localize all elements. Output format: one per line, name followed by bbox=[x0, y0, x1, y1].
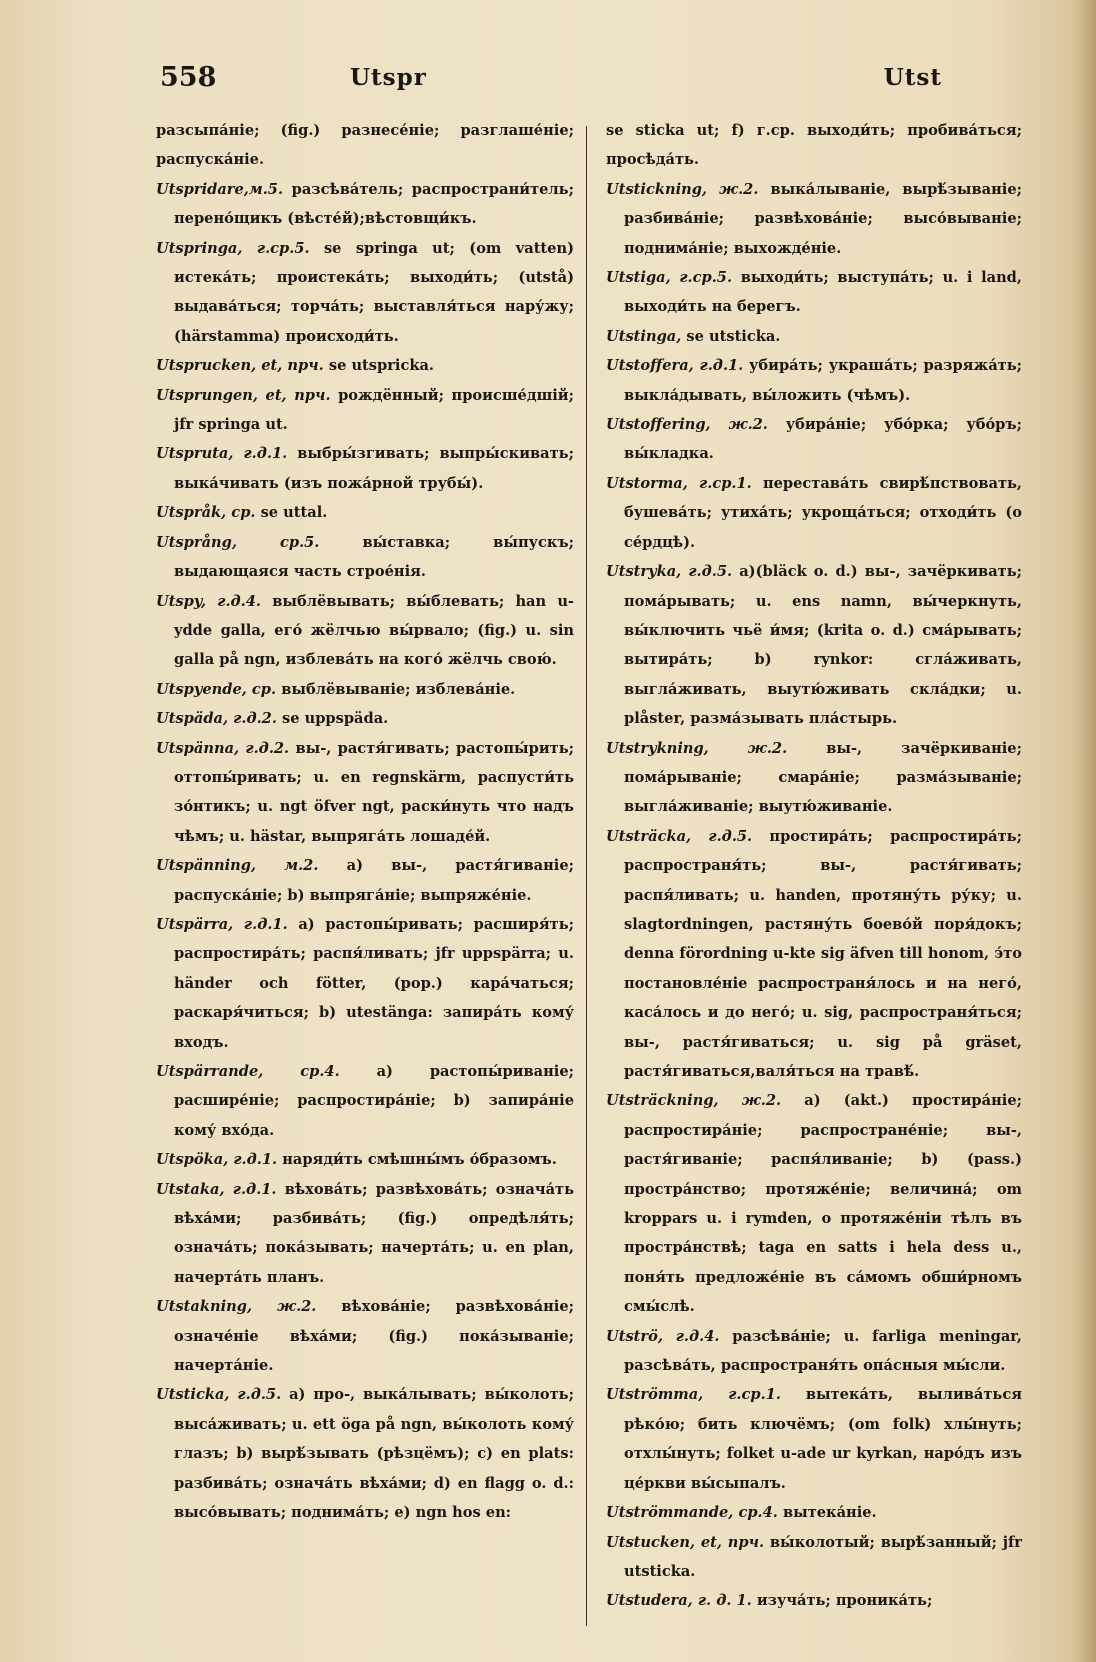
entry-headword: Utspöka, г.д.1. bbox=[156, 1151, 278, 1169]
entry-definition: se uppspäda. bbox=[282, 710, 389, 728]
entry-headword: Utsprång, ср.5. bbox=[156, 533, 320, 551]
entry-headword: Utspänning, м.2. bbox=[156, 857, 319, 875]
entry-definition: se utspricka. bbox=[328, 357, 434, 375]
entry-headword: Utströ, г.д.4. bbox=[606, 1327, 720, 1345]
entry-definition: se utsticka. bbox=[686, 327, 781, 345]
entry-definition: наряди́ть смѣшны́мъ о́бразомъ. bbox=[282, 1151, 557, 1169]
entry-definition: разсѣва́ніе; u. farliga meningar, разсѣва́ть, распространя́ть опа́сныя мы́сли. bbox=[624, 1327, 1022, 1375]
entry-definition: a) растопы́ривать; расширя́ть; распростира́ть; распя́ливать; jfr uppspärra; u. händer och fötter, (pop.) кара́чаться; раскаря́читься; b) utestänga: запира́ть кому́ входъ. bbox=[174, 915, 574, 1051]
guide-word-right: Utst bbox=[883, 64, 942, 91]
entry-headword: Utstrykning, ж.2. bbox=[606, 739, 788, 757]
dictionary-entry bbox=[606, 410, 1022, 469]
dictionary-entry bbox=[156, 675, 574, 704]
entry-headword: Utstryka, г.д.5. bbox=[606, 563, 733, 581]
dictionary-entry bbox=[606, 469, 1022, 557]
entry-headword: Utspyende, ср. bbox=[156, 680, 277, 698]
entry-definition: убира́ніе; убо́рка; убо́ръ; вы́кладка. bbox=[624, 416, 1022, 463]
entry-definition: рождённый; происше́дшій; jfr springa ut. bbox=[174, 386, 575, 434]
dictionary-entry bbox=[156, 704, 574, 733]
entry-definition: разсыпа́ніе; (fig.) разнесе́ніе; разглаше́ніе; распуска́ніе. bbox=[156, 122, 574, 169]
page-header bbox=[160, 62, 942, 102]
dictionary-entry bbox=[156, 1175, 574, 1293]
entry-definition: a) (akt.) простира́ніе; распростира́ніе; распростране́ніе; вы-, растя́гиваніе; распя́ливаніе; b) (pass.) простра́нство; протяже́ніе; величина́; om kroppars u. i rymden, о протяже́ніи тѣлъ въ простра́нствѣ; taga en satts i hela dess u., поня́ть предложе́ніе въ са́момъ обши́рномъ смы́слѣ. bbox=[624, 1092, 1022, 1316]
entry-definition: вы-, растя́гивать; растопы́рить; оттопы́ривать; u. en regnskärm, распусти́ть зо́нтикъ; u. ngt öfver ngt, раски́нуть что надъ чѣмъ; u. hästar, выпряга́ть лошаде́й. bbox=[174, 739, 575, 845]
entry-definition: выбры́згивать; выпры́скивать; выка́чивать (изъ пожа́рной трубы́). bbox=[174, 445, 574, 492]
page-number: 558 bbox=[160, 62, 217, 93]
entry-headword: Utsticka, г.д.5. bbox=[156, 1386, 282, 1404]
dictionary-entry bbox=[606, 322, 1022, 351]
dictionary-entry bbox=[606, 1380, 1022, 1498]
entry-definition: a)(bläck o. d.) вы-, зачёркивать; пома́рывать; u. ens namn, вы́черкнуть, вы́ключить чьё и́мя; (krita o. d.) сма́рывать; вытира́ть; b) rynkor: сгла́живать, выгла́живать, выутю́живать скла́дки; u. plåster, разма́зывать пла́стырь. bbox=[624, 563, 1022, 728]
entry-headword: Utstiga, г.ср.5. bbox=[606, 269, 733, 287]
entry-definition: выблёвывать; вы́блевать; han u-ydde galla, его́ жёлчью вы́рвало; (fig.) u. sin galla på ngn, изблева́ть на кого́ жёлчь свою́. bbox=[174, 592, 574, 669]
dictionary-entry bbox=[606, 1528, 1022, 1587]
dictionary-entry bbox=[156, 116, 574, 175]
entry-headword: Utspridare,м.5. bbox=[156, 180, 284, 198]
entry-headword: Utstoffera, г.д.1. bbox=[606, 357, 744, 375]
entry-headword: Utspråk, ср. bbox=[156, 504, 256, 522]
dictionary-entry bbox=[606, 557, 1022, 733]
dictionary-entry bbox=[156, 498, 574, 527]
dictionary-entry bbox=[606, 1086, 1022, 1321]
left-column bbox=[156, 116, 574, 1528]
entry-definition: a) вы-, растя́гиваніе; распуска́ніе; b) выпряга́ніе; выпряже́ніе. bbox=[174, 857, 574, 904]
entry-headword: Utströmmande, ср.4. bbox=[606, 1504, 778, 1522]
dictionary-entry bbox=[606, 263, 1022, 322]
dictionary-entry bbox=[156, 587, 574, 675]
entry-headword: Utspärrande, ср.4. bbox=[156, 1063, 340, 1080]
entry-headword: Utstinga, bbox=[606, 327, 682, 345]
entry-headword: Utstudera, г. д. 1. bbox=[606, 1592, 752, 1610]
entry-headword: Utstickning, ж.2. bbox=[606, 180, 759, 198]
entry-headword: Utspy, г.д.4. bbox=[156, 592, 262, 610]
dictionary-entry bbox=[606, 1498, 1022, 1527]
entry-definition: вы́колотый; вырѣ́занный; jfr utsticka. bbox=[624, 1533, 1022, 1580]
dictionary-entry bbox=[156, 234, 574, 352]
dictionary-entry bbox=[606, 175, 1022, 263]
entry-headword: Utspärra, г.д.1. bbox=[156, 915, 288, 933]
dictionary-entry bbox=[156, 1292, 574, 1380]
entry-definition: se sticka ut; f) г.ср. выходи́ть; пробива́ться; просѣда́ть. bbox=[606, 122, 1022, 169]
entry-definition: вытека́ніе. bbox=[782, 1504, 877, 1522]
dictionary-entry bbox=[156, 439, 574, 498]
entry-definition: вы-, зачёркиваніе; пома́рываніе; смара́ніе; разма́зываніе; выгла́живаніе; выутю́живаніе. bbox=[624, 739, 1022, 816]
dictionary-entry bbox=[156, 351, 574, 380]
dictionary-entry bbox=[606, 1322, 1022, 1381]
entry-headword: Utsprungen, et, прч. bbox=[156, 386, 331, 404]
dictionary-entry bbox=[606, 734, 1022, 822]
entry-headword: Utstaka, г.д.1. bbox=[156, 1180, 277, 1198]
entry-definition: выблёвываніе; изблева́ніе. bbox=[281, 680, 516, 698]
entry-headword: Utspruta, г.д.1. bbox=[156, 445, 288, 463]
entry-definition: вытека́ть, вылива́ться рѣко́ю; бить ключёмъ; (om folk) хлы́нуть; отхлы́нуть; folket u-ade ur kyrkan, наро́дъ изъ це́ркви вы́сыпалъ. bbox=[624, 1386, 1022, 1492]
entry-headword: Utstakning, ж.2. bbox=[156, 1298, 317, 1316]
entry-headword: Utstoffering, ж.2. bbox=[606, 416, 768, 434]
entry-definition: вѣхова́ніе; развѣхова́ніе; означе́ніе вѣха́ми; (fig.) пока́зываніе; начерта́ніе. bbox=[174, 1298, 574, 1375]
entry-headword: Utspäda, г.д.2. bbox=[156, 710, 277, 728]
entry-definition: убира́ть; украша́ть; разряжа́ть; выкла́дывать, вы́ложить (чѣмъ). bbox=[624, 357, 1022, 404]
entry-definition: выка́лываніе, вырѣ́зываніе; разбива́ніе; развѣхова́ніе; высо́вываніе; поднима́ніе; выхожде́ніе. bbox=[624, 180, 1022, 257]
dictionary-entry bbox=[156, 851, 574, 910]
entry-headword: Utsprucken, et, прч. bbox=[156, 357, 324, 375]
dictionary-entry bbox=[156, 1057, 574, 1145]
dictionary-entry bbox=[156, 734, 574, 852]
entry-definition: вѣхова́ть; развѣхова́ть; означа́ть вѣха́ми; разбива́ть; (fig.) опредѣля́ть; означа́ть; пока́зывать; начерта́ть; u. en plan, начерта́ть планъ. bbox=[174, 1180, 574, 1286]
entry-definition: разсѣва́тель; распространи́тель; перено́щикъ (вѣсте́й);вѣстовщи́къ. bbox=[174, 180, 574, 228]
entry-definition: изуча́ть; проника́ть; bbox=[756, 1592, 933, 1610]
entry-headword: Utstucken, et, прч. bbox=[606, 1533, 765, 1551]
dictionary-entry bbox=[156, 381, 574, 440]
entry-definition: простира́ть; распростира́ть; распространя́ть; вы-, растя́гивать; распя́ливать; u. handen, протяну́ть ру́ку; u. slagtordningen, растяну́ть боево́й поря́докъ; denna förordning u-kte sig äfven till honom, э́то постановле́ніе распространя́лось и на него́, каса́лось и до него́; u. sig, распространя́ться; вы-, растя́гиваться; u. sig på gräset, растя́гиваться,валя́ться на травѣ́. bbox=[624, 827, 1022, 1080]
dictionary-entry bbox=[156, 910, 574, 1057]
entry-headword: Utspänna, г.д.2. bbox=[156, 739, 290, 757]
entry-headword: Utstorma, г.ср.1. bbox=[606, 474, 752, 492]
entry-definition: se springa ut; (om vatten) истека́ть; проистека́ть; выходи́ть; (utstå) выдава́ться; торча́ть; выставля́ться нару́жу; (härstamma) происходи́ть. bbox=[174, 239, 574, 345]
dictionary-entry bbox=[156, 528, 574, 587]
guide-word-left: Utspr bbox=[350, 64, 427, 91]
dictionary-entry bbox=[156, 175, 574, 234]
entry-definition: a) растопы́риваніе; расшире́ніе; распростира́ніе; b) запира́ніе кому́ вхо́да. bbox=[174, 1063, 574, 1139]
entry-definition: se uttal. bbox=[260, 504, 328, 522]
entry-headword: Utsträcka, г.д.5. bbox=[606, 827, 753, 845]
entry-headword: Utströmma, г.ср.1. bbox=[606, 1386, 781, 1404]
entry-definition: вы́ставка; вы́пускъ; выдающаяся часть строе́нія. bbox=[174, 533, 574, 581]
dictionary-entry bbox=[606, 116, 1022, 175]
dictionary-entry bbox=[606, 351, 1022, 410]
dictionary-entry bbox=[606, 822, 1022, 1087]
dictionary-entry bbox=[606, 1586, 1022, 1615]
dictionary-entry bbox=[156, 1380, 574, 1527]
entry-definition: перестава́ть свирѣ́пствовать, бушева́ть; утиха́ть; укроща́ться; отходи́ть (о се́рдцѣ). bbox=[624, 474, 1022, 551]
entry-headword: Utspringa, г.ср.5. bbox=[156, 239, 310, 257]
entry-definition: a) про-, выка́лывать; вы́колоть; выса́живать; u. ett öga på ngn, вы́колоть кому́ глазъ; b) вырѣ́зывать (рѣзцёмъ); c) en plats: разбива́ть; означа́ть вѣха́ми; d) en flagg o. d.: высо́вывать; поднима́ть; e) ngn hos en: bbox=[174, 1386, 574, 1522]
entry-headword: Utsträckning, ж.2. bbox=[606, 1092, 782, 1110]
dictionary-entry bbox=[156, 1145, 574, 1174]
entry-definition: выходи́ть; выступа́ть; u. i land, выходи́ть на берегъ. bbox=[624, 269, 1022, 316]
column-divider bbox=[586, 126, 587, 1626]
right-column bbox=[606, 116, 1022, 1616]
